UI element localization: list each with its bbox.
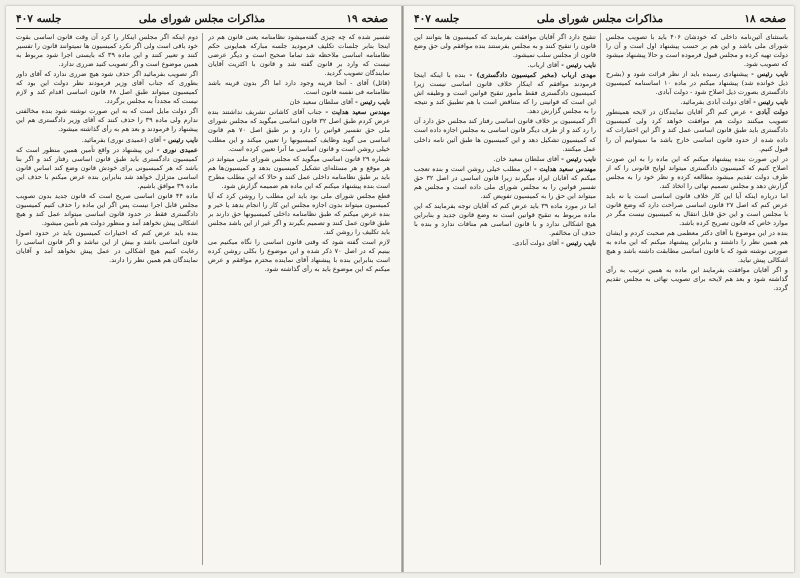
right-page-column-2 <box>414 33 596 565</box>
column-divider <box>202 33 203 565</box>
left-page-title: مذاکرات مجلس شورای ملی <box>138 13 266 25</box>
paragraph: نایب رئیس - آقای (عمیدی نوری) بفرمائید. <box>81 135 198 144</box>
left-page-column-2 <box>16 33 198 565</box>
paragraph: اگر دولت مایل است که به این صورت نوشته شود بنده مخالفتی ندارم ولی ماده ۳۹ را حذف کنند که آقای وزیر دادگستری هم این پیشنهاد را فرمودند و بعد هم به رأی گذاشته میشود. <box>16 107 198 134</box>
paragraph: نایب رئیس - پیشنهادی رسیده باید از نظر قرائت شود و (بشرح ذیل خوانده شد) پیشنهاد میکنم در ماده ۱۰ اساسنامه کمیسیون دادگستری بصورت ذیل اصلاح شود - دولت آبادی. <box>606 70 788 97</box>
paragraph: نایب رئیس - آقای ارباب. <box>527 61 596 70</box>
paragraph: دولت آبادی - عرض کنم اگر آقایان نمایندگان در لایحه همینطور تصویب میکنند دولت هم موافقت خواهد کرد ولی کمیسیون دادگستری باید طبق قانون اساسی عمل کند و اگر این اختیارات که داده شده از حدود قانون اساسی خارج باشد ما نمیتوانیم آن را قبول کنیم. <box>606 108 788 153</box>
paragraph: مهندس سعید هدایت - این مطلب خیلی روشن است و بنده تعجب میکنم که آقایان ایراد میگیرند زیرا قانون اساسی در اصل ۳۲ حق تفسیر قوانین را به مجلس شورای ملی داده است و مجلس هم میتواند این حق را به کمیسیون تفویض کند. <box>414 164 596 200</box>
paragraph: تنقیح دارد اگر آقایان موافقت بفرمایند که کمیسیون ها بتوانند این قانون را تنقیح کنند و به مجلس بفرستند بنده موافقم ولی حق وضع قانون از مجلس سلب نمیشود. <box>414 33 596 60</box>
paragraph: ماده ۴۴ قانون اساسی صریح است که قانون جدید بدون تصویب مجلس قابل اجرا نیست پس اگر این ماده را حذف کنیم کمیسیون دادگستری فقط در حدود قانون اساسی میتواند عمل کند و هیچ اشکالی پیش نخواهد آمد و منظور دولت هم تأمین میشود. <box>16 191 198 227</box>
paragraph: اگر کمیسیون بر خلاف قانون اساسی رفتار کند مجلس حق دارد آن را رد کند و از طرف دیگر قانون اساسی به مجلس اجازه داده است که کمیسیون تشکیل دهد و این کمیسیون ها طبق آئین نامه داخلی عمل میکنند. <box>414 117 596 153</box>
left-page-number: صفحه ۱۹ <box>346 13 388 25</box>
paragraph: بنده در این موضوع با آقای دکتر معظمی هم صحبت کردم و ایشان هم همین نظر را داشتند و بنابراین پیشنهاد میکنم که این ماده به صورتی نوشته شود که با قانون اساسی مطابقت داشته باشد و هیچ اشکالی پیش نیاید. <box>606 228 788 265</box>
right-page <box>404 6 796 572</box>
right-page-number: صفحه ۱۸ <box>744 13 786 25</box>
paragraph: در این صورت بنده پیشنهاد میکنم که این ماده را به این صورت اصلاح کنیم که کمیسیون دادگستری میتواند لوایح قانونی را که از طرف دولت تقدیم میشود مطالعه کرده و نظر خود را به مجلس گزارش دهد و مجلس تصمیم نهائی را اتخاذ کند. <box>606 154 788 190</box>
paragraph: مهدی ارباب (مخبر کمیسیون دادگستری) - بنده با اینکه اینجا فرمودند موافقم که اینکار خلاف قانون اساسی نیست زیرا کمیسیون دادگستری فقط مأمور تنقیح قوانین است و وظیفه اش این است که قوانینی را که متناقض است با هم تطبیق کند و نتیجه را به مجلس گزارش دهد. <box>414 71 596 116</box>
right-page-header <box>414 12 786 29</box>
paragraph: لازم است گفته شود که وقتی قانون اساسی را نگاه میکنیم می بینیم که در اصل ۷۰ ذکر شده و این موضوع را بکلی روشن کرده است بنابراین بنده با پیشنهاد آقای نماینده محترم موافقم و عرض میکنم که این موضوع باید به رأی گذاشته شود. <box>208 238 390 274</box>
paragraph: باستثنای آئین‌نامه داخلی که خودشان ۴۰۶ باید با تصویب مجلس شورای ملی باشد و این هم بر حسب پیشنهاد اول است و آن را دولت تهیه کرده و مجلس قبول فرموده است و حالا پیشنهاد میشود که تصویب شود. <box>606 33 788 69</box>
paragraph: دوم اینکه اگر مجلس اینکار را کرد آن وقت قانون اساسی بقوت خود باقی است ولی اگر نکرد کمیسیون ها نمیتوانند قانون را تفسیر کنند و تعبیر کنند و این ماده ۳۹ که بایستی اجرا شود مربوط به همین موضوع است و اگر تصویب کنید ضرری ندارد. <box>16 33 198 69</box>
right-page-session: جلسه ۴۰۷ <box>414 13 460 25</box>
paragraph: اگر تصویب بفرمائید اگر حذف شود هیچ ضرری ندارد که آقای داور بطوری که جناب آقای وزیر فرمودند نظر دولت این بود که کمیسیون میتواند طبق اصل ۶۸ قانون اساسی اقدام کند و لازم نیست که مجدداً به مجلس برگردد. <box>16 70 198 106</box>
paragraph: نایب رئیس - آقای دولت آبادی بفرمائید. <box>680 98 788 107</box>
paragraph: شماره ۲۹ قانون اساسی میگوید که مجلس شورای ملی میتواند در هر موقع و هر مسئله‌ای تشکیل کمیسیون بدهد و کمیسیون‌ها هم باید بر طبق نظامنامه داخلی عمل کنند و حالا که این مطلب مطرح است بنده پیشنهاد میکنم که این ماده هم ضمیمه گزارش شود. <box>208 154 390 190</box>
paragraph: مهندس سعید هدایت - جناب آقای کاشانی تشریف نداشتند بنده عرض کردم طبق اصل ۳۲ قانون اساسی میگوید که مجلس شورای ملی حق تفسیر قوانین را دارد و بر طبق اصل ۷۰ هم قانون اساسی می گوید وظایف کمیسیونها را تعیین میکند و این مطلب خیلی روشن است و قانون اساسی ما آنرا تعیین کرده است. <box>208 108 390 153</box>
paragraph: قطع مجلس شورای ملی بود باید این مطلب را روشن کرد که آیا کمیسیون میتواند بدون اجازه مجلس این کار را انجام بدهد یا خیر و بنده عرض میکنم که طبق نظامنامه داخلی کمیسیونها حق دارند بر طبق قانون عمل کنند و تصمیم بگیرند و اگر غیر از این باشد مجلس باید تکلیف را روشن کند. <box>208 191 390 236</box>
paragraph: نایب رئیس - آقای سلطان سعید خان <box>289 98 390 107</box>
column-divider <box>600 33 601 565</box>
left-page-session: جلسه ۴۰۷ <box>16 13 62 25</box>
right-page-title: مذاکرات مجلس شورای ملی <box>536 13 664 25</box>
left-page-header <box>16 12 388 29</box>
paragraph: و اگر آقایان موافقت بفرمایند این ماده به همین ترتیب به رأی گذاشته شود و بعد هم لایحه برای تصویب نهائی به مجلس تقدیم گردد. <box>606 266 788 293</box>
paragraph: تفسیر شده که چه چیزی گفته‌میشود نظامنامه یعنی قانون هم در اینجا بنابر جلسات تکلیف فرمودید جلسه مبارکه همایونی حکم نظامنامه اساسی ملاحظه شد تماما صحیح است و دیگر عرضی نیست که وارد بر قانون گفته شد و قانون با اکثریت آقایان نمایندگان تصویب گردید. <box>208 33 390 78</box>
paragraph: عمیدی نوری - این پیشنهاد در واقع تأمین همین منظور است که کمیسیون دادگستری باید طبق قانون اساسی رفتار کند و اگر بنا باشد که هر کمیسیونی برای خودش قانون وضع کند اساس قانون اساسی متزلزل خواهد شد بنابراین بنده عرض میکنم با حذف این ماده ۳۹ موافق باشیم. <box>16 145 198 190</box>
paragraph: بنده باید عرض کنم که اختیارات کمیسیون باید در حدود اصول قانون اساسی باشد و بیش از این نباشد و اگر قانون اساسی را رعایت کنیم هیچ اشکالی در عمل پیش نخواهد آمد و آقایان نمایندگان هم همین نظر را دارند. <box>16 228 198 265</box>
right-page-column-1 <box>606 33 788 565</box>
paragraph: نایب رئیس - آقای دولت آبادی. <box>512 239 596 248</box>
paragraph: اما درباره اینکه آیا این کار خلاف قانون اساسی است یا نه باید عرض کنم که اصل ۲۷ قانون اساسی صراحت دارد که وضع قانون با مجلس است و این حق قابل انتقال به کمیسیون نیست مگر در موارد خاص که قانون تصریح کرده باشد. <box>606 191 788 227</box>
paragraph: نایب رئیس - آقای سلطان سعید خان. <box>493 154 596 163</box>
book-spread <box>6 6 794 572</box>
paragraph: اما در مورد ماده ۳۹ باید عرض کنم که آقایان توجه بفرمایند که این ماده مربوط به تنقیح قوانین است نه وضع قانون جدید و بنابراین هیچ اشکالی ندارد و با قانون اساسی هم منافات ندارد و بنده با حذف آن مخالفم. <box>414 201 596 237</box>
left-page <box>6 6 398 572</box>
paragraph: (قائل) آقای - آنجا قرینه وجود دارد اما اگر بدون قرینه باشد نظامنامه فی نفسه قانون است. <box>208 79 390 97</box>
left-page-column-1 <box>208 33 390 565</box>
